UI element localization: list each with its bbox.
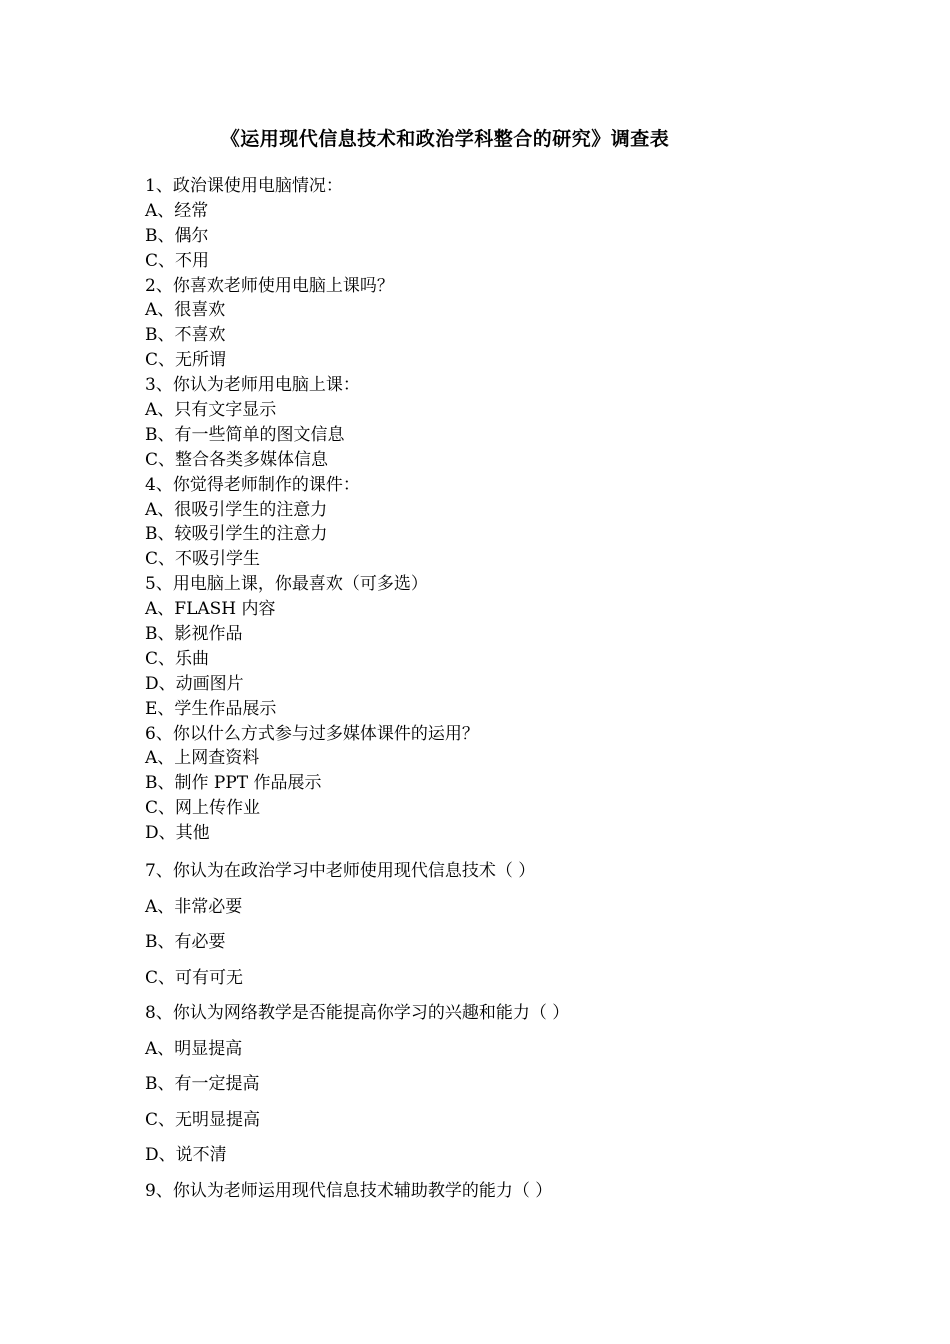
option-line: C、不用 bbox=[145, 250, 210, 271]
option-line: A、FLASH 内容 bbox=[145, 599, 276, 620]
option-line: D、其他 bbox=[145, 823, 210, 844]
option-line: B、偶尔 bbox=[145, 225, 209, 246]
option-line: A、只有文字显示 bbox=[145, 400, 277, 421]
option-line: A、非常必要 bbox=[145, 896, 243, 917]
question-3: 3、你认为老师用电脑上课： bbox=[145, 375, 360, 396]
option-line: B、较吸引学生的注意力 bbox=[145, 524, 328, 545]
question-2: 2、你喜欢老师使用电脑上课吗？ bbox=[145, 275, 394, 296]
option-line: A、上网查资料 bbox=[145, 748, 260, 769]
question-5: 5、用电脑上课，你最喜欢（可多选） bbox=[145, 574, 428, 595]
option-line: A、很吸引学生的注意力 bbox=[145, 499, 328, 520]
option-line: B、制作 PPT 作品展示 bbox=[145, 773, 322, 794]
option-line: C、整合各类多媒体信息 bbox=[145, 449, 329, 470]
option-line: E、学生作品展示 bbox=[145, 698, 277, 719]
question-4: 4、你觉得老师制作的课件： bbox=[145, 474, 360, 495]
survey-body bbox=[145, 174, 865, 1209]
document-title: 《运用现代信息技术和政治学科整合的研究》调查表 bbox=[220, 128, 670, 150]
option-line: D、说不清 bbox=[145, 1145, 227, 1166]
option-line: D、动画图片 bbox=[145, 673, 244, 694]
question-6: 6、你以什么方式参与过多媒体课件的运用？ bbox=[145, 723, 479, 744]
question-8: 8、你认为网络教学是否能提高你学习的兴趣和能力（ ） bbox=[145, 1003, 570, 1024]
option-line: C、可有可无 bbox=[145, 967, 244, 988]
option-line: C、乐曲 bbox=[145, 648, 210, 669]
option-line: C、网上传作业 bbox=[145, 798, 261, 819]
option-line: A、很喜欢 bbox=[145, 300, 226, 321]
option-line: B、有一定提高 bbox=[145, 1074, 260, 1095]
option-line: B、有必要 bbox=[145, 932, 226, 953]
question-9: 9、你认为老师运用现代信息技术辅助教学的能力（ ） bbox=[145, 1180, 553, 1201]
option-line: C、无所谓 bbox=[145, 350, 227, 371]
option-line: C、无明显提高 bbox=[145, 1109, 261, 1130]
option-line: B、不喜欢 bbox=[145, 325, 226, 346]
option-line: B、影视作品 bbox=[145, 624, 243, 645]
option-line: A、明显提高 bbox=[145, 1038, 243, 1059]
question-7: 7、你认为在政治学习中老师使用现代信息技术（ ） bbox=[145, 861, 536, 882]
option-line: A、经常 bbox=[145, 200, 209, 221]
option-line: B、有一些简单的图文信息 bbox=[145, 424, 345, 445]
question-1: 1、政治课使用电脑情况： bbox=[145, 176, 343, 196]
option-line: C、不吸引学生 bbox=[145, 549, 261, 570]
